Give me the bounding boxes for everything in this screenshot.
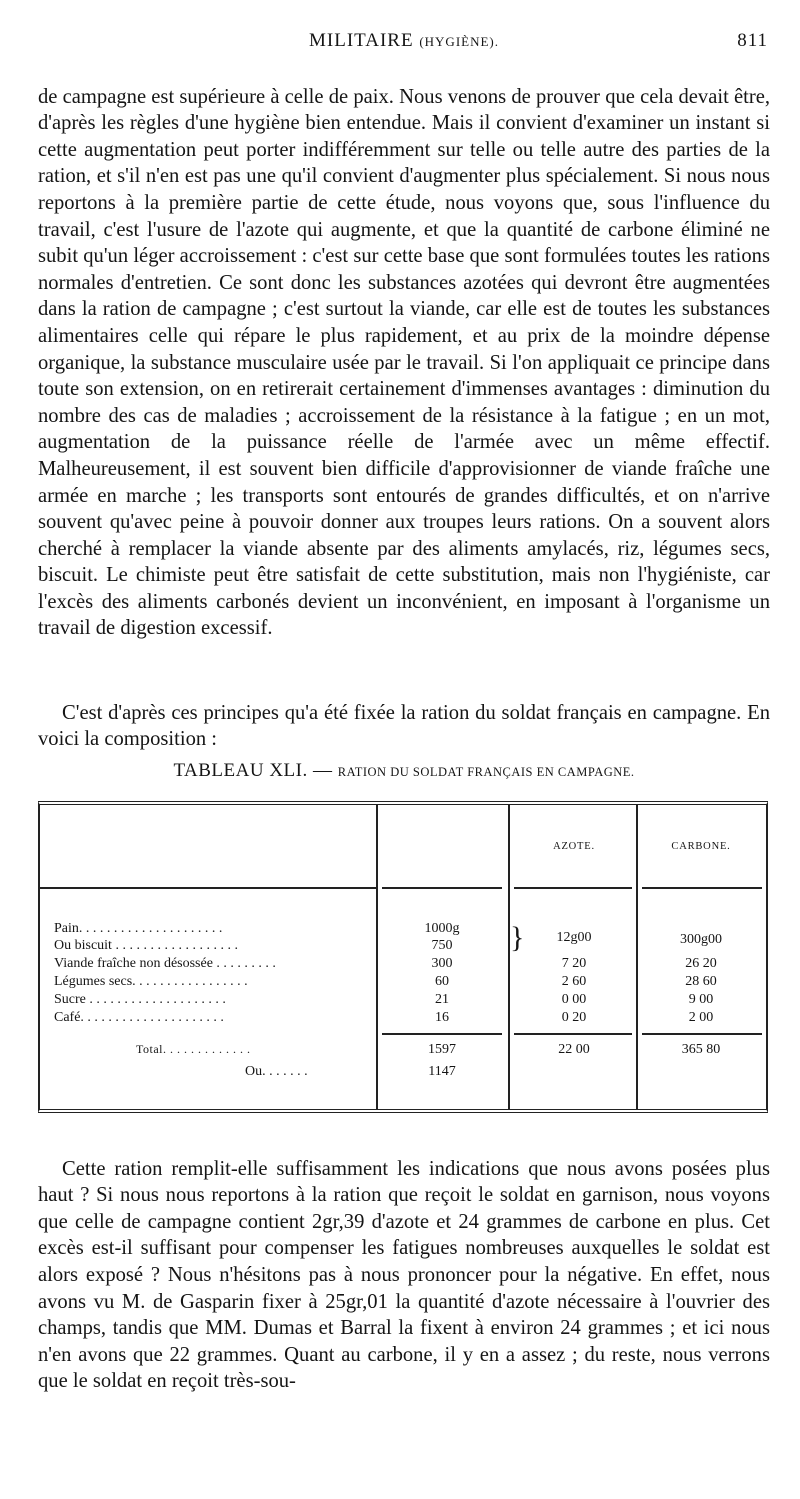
paragraph-3: Cette ration remplit-elle suffisamment les indications que nous avons posées plus haut ? Si nous nous reportons à la ration que reçoit le soldat en garnison, nous voyons que celle de campagne contient 2gr,39 d'azote et 24 grammes de carbone en plus. Cet excès est-il suffisant pour compenser les fatigues nombreuses auxquelles le soldat est alors exposé ? Nous n'hésitons pas à nous prononcer pour la négative. En effet, nous avons vu M. de Gasparin fixer à 25gr,01 la quantité d'azote nécessaire à l'ouvrier des champs, tandis que MM. Dumas et Barral la fixent à environ 24 grammes ; et ici nous n'en avons que 22 grammes. Quant au carbone, il y en a assez ; du reste, nous verrons que le soldat en reçoit très-sou- bbox=[38, 1157, 770, 1393]
alt-total-quantity: 1147 bbox=[428, 1064, 456, 1079]
total-rule bbox=[382, 1033, 502, 1035]
bread-group-carbone: 300g00 bbox=[680, 932, 722, 947]
row-carbone: 2 00 bbox=[688, 1010, 714, 1025]
header-rule bbox=[514, 887, 632, 889]
column-header-azote: AZOTE. bbox=[553, 841, 595, 852]
paragraph-1: de campagne est supérieure à celle de paix. Nous venons de prouver que cela devait être, d'après les règles d'une hygiène bien entendue. Mais il convient d'examiner un instant si cette augmentation peut porter indifféremment sur telle ou telle autre des parties de la ration, et s'il n'en est pas une qu'il convient d'augmenter plus spécialement. Si nous nous reportons à la première partie de cette étude, nous voyons que, sous l'influence du travail, c'est l'usure de l'azote qui augmente, et que la quantité de carbone éliminé ne subit qu'un léger accroissement : c'est sur cette base que sont formulées toutes les rations normales d'entretien. Ce sont donc les substances azotées qui devront être augmentées dans la ration de campagne ; c'est surtout la viande, car elle est de toutes les substances alimentaires celle qui répare le plus rapidement, et au prix de la moindre dépense organique, la substance musculaire usée par le travail. Si l'on appliquait ce principe dans toute son extension, on en retirerait certainement d'immenses avantages : diminution du nombre des cas de maladies ; accroissement de la résistance à la fatigue ; en un mot, augmentation de la puissance réelle de l'armée avec un même effectif. Malheureusement, il est souvent bien difficile d'approvisionner de viande fraîche une armée en marche ; les transports sont entourés de grandes difficultés, et on n'arrive souvent qu'avec peine à pouvoir donner aux troupes leurs rations. On a souvent alors cherché à remplacer la viande absente par des aliments amylacés, riz, légumes secs, biscuit. Le chimiste peut être satisfait de cette substitution, mais non l'hygiéniste, car l'excès des aliments carbonés devient un inconvénient, en imposant à l'organisme un travail de digestion excessif. bbox=[38, 85, 770, 640]
table-caption: TABLEAU XLI. — RATION DU SOLDAT FRANÇAIS EN CAMPAGNE. bbox=[173, 760, 635, 781]
row-quantity: 1000g bbox=[424, 921, 460, 936]
row-quantity: 750 bbox=[431, 938, 453, 953]
row-label: Sucre . . . . . . . . . . . . . . . . . . . . bbox=[54, 992, 226, 1007]
column-header-carbone: CARBONE. bbox=[671, 841, 731, 852]
header-rule bbox=[382, 887, 502, 889]
paragraph-2: C'est d'après ces principes qu'a été fixée la ration du soldat français en campagne. En voici la composition : bbox=[38, 701, 770, 751]
row-quantity: 21 bbox=[435, 992, 449, 1007]
total-label: Total. . . . . . . . . . . . . bbox=[136, 1042, 251, 1056]
header-rule bbox=[40, 887, 376, 889]
total-quantity: 1597 bbox=[428, 1042, 456, 1057]
total-azote: 22 00 bbox=[558, 1042, 590, 1057]
row-label: Légumes secs. . . . . . . . . . . . . . . . . bbox=[54, 974, 248, 989]
row-label: Pain. . . . . . . . . . . . . . . . . . . . . bbox=[54, 921, 223, 936]
table-row bbox=[40, 955, 766, 972]
row-label: Ou biscuit . . . . . . . . . . . . . . . . . . bbox=[54, 938, 238, 953]
row-carbone: 9 00 bbox=[688, 992, 714, 1007]
row-azote: 0 00 bbox=[561, 992, 587, 1007]
table-row bbox=[40, 991, 766, 1008]
row-quantity: 60 bbox=[435, 974, 449, 989]
header-rule bbox=[642, 887, 762, 889]
table-row bbox=[40, 1009, 766, 1026]
grouping-brace: } bbox=[510, 921, 525, 954]
ration-table bbox=[38, 801, 768, 1113]
row-label: Café. . . . . . . . . . . . . . . . . . . . . bbox=[54, 1010, 224, 1025]
bread-group-azote: 12g00 bbox=[556, 930, 592, 945]
row-azote: 7 20 bbox=[561, 956, 587, 971]
total-rule bbox=[642, 1033, 762, 1035]
total-rule bbox=[514, 1033, 632, 1035]
row-quantity: 300 bbox=[431, 956, 453, 971]
alt-total-label: Ou. . . . . . . bbox=[245, 1064, 308, 1079]
running-head bbox=[40, 30, 768, 56]
row-quantity: 16 bbox=[435, 1010, 449, 1025]
running-head-title: MILITAIRE (HYGIÈNE). bbox=[309, 30, 499, 51]
total-row bbox=[40, 1041, 766, 1058]
row-label: Viande fraîche non désossée . . . . . . . . . bbox=[54, 956, 276, 971]
total-carbone: 365 80 bbox=[681, 1042, 721, 1057]
row-azote: 0 20 bbox=[561, 1010, 587, 1025]
row-carbone: 26 20 bbox=[685, 956, 717, 971]
row-carbone: 28 60 bbox=[685, 974, 717, 989]
alt-total-row bbox=[40, 1063, 766, 1080]
table-row bbox=[40, 973, 766, 990]
page-number: 811 bbox=[737, 30, 768, 51]
row-azote: 2 60 bbox=[561, 974, 587, 989]
